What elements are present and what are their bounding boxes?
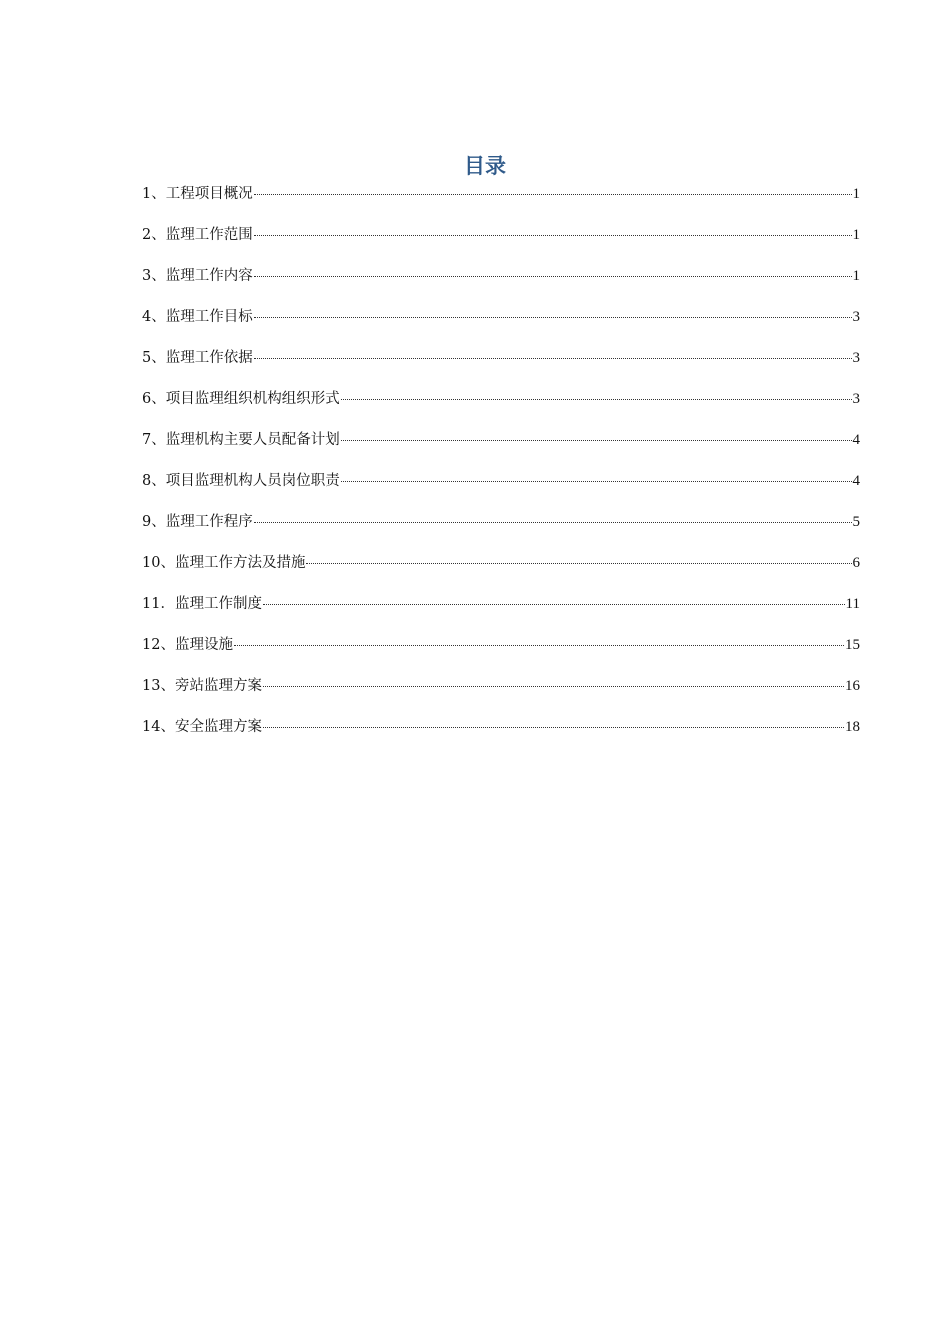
toc-entry-page: 11 bbox=[845, 596, 860, 612]
toc-entry-page: 1 bbox=[852, 268, 860, 284]
toc-entry[interactable] bbox=[142, 591, 860, 632]
toc-entry-text: 6、项目监理组织机构组织形式 bbox=[142, 391, 340, 407]
toc-leader-dots bbox=[254, 194, 852, 195]
toc-leader-dots bbox=[306, 563, 851, 564]
toc-entry[interactable] bbox=[142, 222, 860, 263]
toc-entry-page: 3 bbox=[852, 350, 860, 366]
toc-entry[interactable] bbox=[142, 468, 860, 509]
toc-entry[interactable] bbox=[142, 673, 860, 714]
toc-entry[interactable] bbox=[142, 263, 860, 304]
toc-entry-text: 10、监理工作方法及措施 bbox=[142, 555, 306, 571]
toc-entry-text: 4、监理工作目标 bbox=[142, 309, 253, 325]
toc-entry-page: 4 bbox=[852, 432, 860, 448]
toc-entry-text: 7、监理机构主要人员配备计划 bbox=[142, 432, 340, 448]
toc-entry-text: 11．监理工作制度 bbox=[142, 596, 262, 612]
toc-entry-text: 13、旁站监理方案 bbox=[142, 678, 262, 694]
toc-entry[interactable] bbox=[142, 345, 860, 386]
toc-entry[interactable] bbox=[142, 632, 860, 673]
toc-leader-dots bbox=[263, 604, 845, 605]
toc-leader-dots bbox=[254, 358, 852, 359]
toc-title: 目录 bbox=[464, 154, 506, 178]
toc-entry[interactable] bbox=[142, 181, 860, 222]
toc-entry-page: 4 bbox=[852, 473, 860, 489]
toc-entry-text: 8、项目监理机构人员岗位职责 bbox=[142, 473, 340, 489]
toc-leader-dots bbox=[254, 522, 852, 523]
toc-entry-page: 18 bbox=[845, 719, 860, 735]
toc-leader-dots bbox=[254, 317, 852, 318]
toc-entry-page: 1 bbox=[852, 227, 860, 243]
toc-entry-page: 3 bbox=[852, 309, 860, 325]
toc-entry-page: 1 bbox=[852, 186, 860, 202]
toc-list bbox=[142, 181, 860, 755]
toc-leader-dots bbox=[263, 727, 844, 728]
toc-entry-text: 3、监理工作内容 bbox=[142, 268, 253, 284]
toc-leader-dots bbox=[341, 399, 852, 400]
toc-entry-page: 15 bbox=[845, 637, 860, 653]
toc-entry-text: 9、监理工作程序 bbox=[142, 514, 253, 530]
toc-leader-dots bbox=[341, 481, 852, 482]
toc-leader-dots bbox=[263, 686, 844, 687]
toc-entry-text: 2、监理工作范围 bbox=[142, 227, 253, 243]
toc-entry-page: 5 bbox=[852, 514, 860, 530]
toc-entry[interactable] bbox=[142, 427, 860, 468]
toc-entry[interactable] bbox=[142, 714, 860, 755]
toc-entry-text: 5、监理工作依据 bbox=[142, 350, 253, 366]
toc-entry-text: 14、安全监理方案 bbox=[142, 719, 262, 735]
toc-leader-dots bbox=[254, 235, 852, 236]
toc-entry-text: 12、监理设施 bbox=[142, 637, 233, 653]
toc-entry[interactable] bbox=[142, 304, 860, 345]
toc-entry-page: 16 bbox=[845, 678, 860, 694]
toc-leader-dots bbox=[234, 645, 844, 646]
toc-entry[interactable] bbox=[142, 386, 860, 427]
toc-entry-page: 6 bbox=[852, 555, 860, 571]
toc-leader-dots bbox=[341, 440, 852, 441]
toc-entry-page: 3 bbox=[852, 391, 860, 407]
toc-entry[interactable] bbox=[142, 550, 860, 591]
toc-entry-text: 1、工程项目概况 bbox=[142, 186, 253, 202]
toc-leader-dots bbox=[254, 276, 852, 277]
toc-entry[interactable] bbox=[142, 509, 860, 550]
